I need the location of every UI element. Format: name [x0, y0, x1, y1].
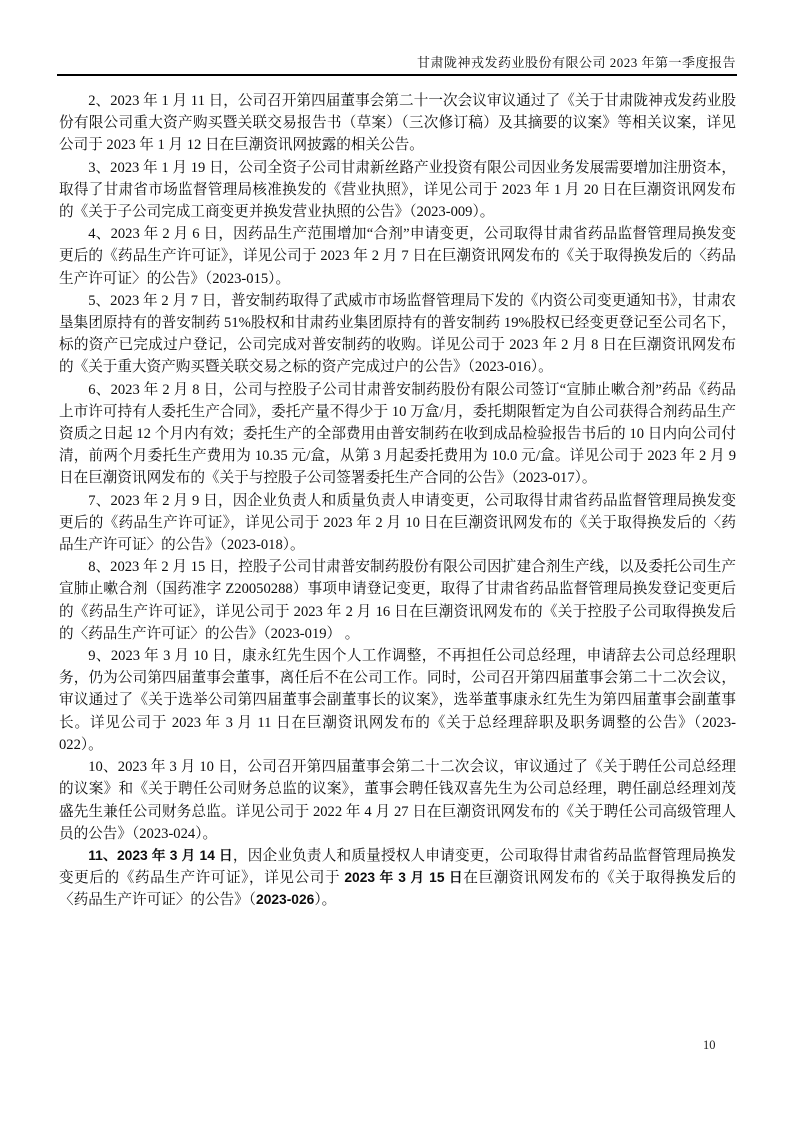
text-segment: 11、2023 年 3 月 14 日: [88, 847, 233, 863]
text-segment: 8、2023 年 2 月 15 日，控股子公司甘肃普安制药股份有限公司因扩建合剂生产线，以及委托公司生产宣肺止嗽合剂（国药准字 Z20050288）事项申请登记变更，取得了甘肃省药品监督管理局换发登记变更后的《药品生产许可证》，详见公司于 2023 年 2 月 16 日在巨潮资讯网发布的《关于控股子公司取得换发后的〈药品生产许可证〉的公告》（2023-019） 。: [59, 559, 736, 642]
text-segment: 7、2023 年 2 月 9 日，因企业负责人和质量负责人申请变更，公司取得甘肃省药品监督管理局换发变更后的《药品生产许可证》，详见公司于 2023 年 2 月 10 日在巨潮资讯网发布的《关于取得换发后的〈药品生产许可证〉的公告》（2023-018）。: [59, 492, 736, 554]
header-rule: [57, 74, 737, 76]
paragraph: [59, 490, 736, 557]
text-segment: 9、2023 年 3 月 10 日，康永红先生因个人工作调整，不再担任公司总经理，申请辞去公司总经理职务，仍为公司第四届董事会董事，离任后不在公司工作。同时，公司召开第四届董事会第二十二次会议，审议通过了《关于选举公司第四届董事会副董事长的议案》，选举董事康永红先生为第四届董事会副董事长。详见公司于 2023 年 3 月 11 日在巨潮资讯网发布的《关于总经理辞职及职务调整的公告》（2023-022）。: [59, 648, 736, 753]
paragraph: [59, 157, 736, 224]
paragraph: [59, 223, 736, 290]
text-segment: 10、2023 年 3 月 10 日，公司召开第四届董事会第二十二次会议，审议通过了《关于聘任公司总经理的议案》和《关于聘任公司财务总监的议案》，董事会聘任钱双喜先生为公司总经理，聘任副总经理刘茂盛先生兼任公司财务总监。详见公司于 2022 年 4 月 27 日在巨潮资讯网发布的《关于聘任公司高级管理人员的公告》（2023-024）。: [59, 759, 736, 842]
paragraph: [59, 645, 736, 756]
page-number: 10: [703, 1038, 716, 1052]
paragraph: [59, 845, 736, 912]
text-segment: 2、2023 年 1 月 11 日，公司召开第四届董事会第二十一次会议审议通过了《关于甘肃陇神戎发药业股份有限公司重大资产购买暨关联交易报告书（草案）（三次修订稿）及其摘要的议案》等相关议案，详见公司于 2023 年 1 月 12 日在巨潮资讯网披露的相关公告。: [59, 93, 736, 154]
text-segment: 2023-026: [256, 892, 315, 908]
page-header: 甘肃陇神戎发药业股份有限公司 2023 年第一季度报告: [416, 55, 736, 70]
paragraph: [59, 756, 736, 845]
text-segment: ，因企业负责人和质量授权人申请变更，公司取得甘肃省药品监督管理局换发变更后的《药品生产许可证》，详见公司于: [59, 847, 736, 887]
text-segment: ）。: [314, 892, 337, 909]
text-segment: 5、2023 年 2 月 7 日，普安制药取得了武威市市场监督管理局下发的《内资公司变更通知书》，甘肃农垦集团原持有的普安制药 51%股权和甘肃药业集团原持有的普安制药 19%股权已经变更登记至公司名下，标的资产已完成过户登记，公司完成对普安制药的收购。详见公司于 2023 年 2 月 8 日在巨潮资讯网发布的《关于重大资产购买暨关联交易之标的资产完成过户的公告》（2023-016）。: [59, 292, 736, 376]
text-segment: 4、2023 年 2 月 6 日，因药品生产范围增加“合剂”申请变更，公司取得甘肃省药品监督管理局换发变更后的《药品生产许可证》，详见公司于 2023 年 2 月 7 日在巨潮资讯网发布的《关于取得换发后的〈药品生产许可证〉的公告》（2023-015）。: [59, 226, 736, 287]
text-segment: 2023 年 3 月 15 日: [344, 870, 464, 886]
text-segment: 6、2023 年 2 月 8 日，公司与控股子公司甘肃普安制药股份有限公司签订“宣肺止嗽合剂”药品《药品上市许可持有人委托生产合同》，委托产量不得少于 10 万盒/月，委托期限暂定为自公司获得合剂药品生产资质之日起 12 个月内有效；委托生产的全部费用由普安制药在收到成品检验报告书后的 10 日内向公司付清，前两个月委托生产费用为 10.35 元/盒，从第 3 月起委托费用为 10.0 元/盒。详见公司于 2023 年 2 月 9 日在巨潮资讯网发布的《关于与控股子公司签署委托生产合同的公告》（2023-017）。: [59, 381, 736, 487]
text-segment: 在巨潮资讯网发布的《关于取得换发后的〈药品生产许可证〉的公告》（: [59, 870, 736, 909]
paragraph: [59, 290, 736, 379]
paragraph: [59, 379, 736, 490]
paragraph: [59, 556, 736, 645]
report-body: [59, 90, 736, 912]
paragraph: [59, 90, 736, 157]
text-segment: 3、2023 年 1 月 19 日，公司全资子公司甘肃新丝路产业投资有限公司因业务发展需要增加注册资本，取得了甘肃省市场监督管理局核准换发的《营业执照》，详见公司于 2023 年 1 月 20 日在巨潮资讯网发布的《关于子公司完成工商变更并换发营业执照的公告》（2023-009）。: [59, 159, 736, 221]
